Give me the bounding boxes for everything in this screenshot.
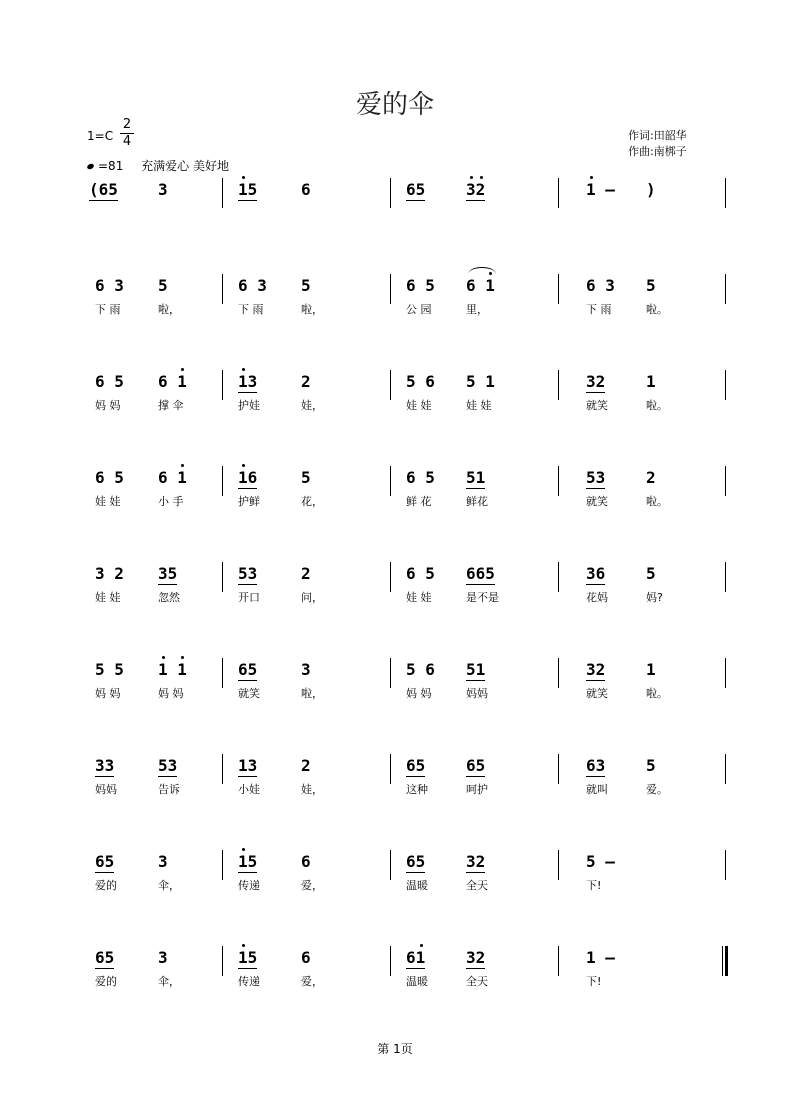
barline xyxy=(725,370,726,400)
time-signature xyxy=(120,118,134,149)
notes-beat-1: 32 xyxy=(586,660,606,679)
lyric-beat-1: 爱的 xyxy=(95,879,117,892)
key-signature: 1=C xyxy=(87,129,114,143)
notes-beat-2: 6 1 xyxy=(158,468,187,487)
notes-beat-1: 6 3 xyxy=(95,276,124,295)
lyric-beat-1: 护鲜 xyxy=(238,495,260,508)
notes-beat-2: 2 xyxy=(301,756,311,775)
credits xyxy=(628,128,687,160)
lyric-beat-2: 花， xyxy=(301,495,323,508)
barline xyxy=(390,658,391,688)
lyric-beat-2: 伞， xyxy=(158,879,180,892)
song-title: 爱的伞 xyxy=(355,90,434,120)
notes-beat-2: 5 xyxy=(646,276,656,295)
barline xyxy=(222,754,223,784)
barline xyxy=(390,562,391,592)
lyric-beat-2: 娃， xyxy=(301,783,323,796)
lyric-beat-1: 公 园 xyxy=(406,303,432,316)
barline xyxy=(390,946,391,976)
tempo-value: =81 xyxy=(98,159,124,173)
lyric-beat-2: 妈妈 xyxy=(466,687,488,700)
lyric-beat-1: 小娃 xyxy=(238,783,260,796)
notes-beat-1: 33 xyxy=(95,756,115,775)
lyric-beat-2: 忽然 xyxy=(158,591,180,604)
notes-beat-2: 6 1 xyxy=(158,372,187,391)
lyric-beat-1: 花妈 xyxy=(586,591,608,604)
notes-beat-1: 65 xyxy=(406,756,426,775)
barline xyxy=(558,850,559,880)
lyric-beat-2: 啦。 xyxy=(646,495,668,508)
final-barline xyxy=(725,946,728,976)
slur xyxy=(468,267,496,274)
barline xyxy=(558,562,559,592)
lyric-beat-2: 小 手 xyxy=(158,495,184,508)
lyric-beat-1: 妈 妈 xyxy=(95,399,121,412)
lyric-beat-1: 下! xyxy=(586,975,602,988)
notes-beat-1: 6 5 xyxy=(406,276,435,295)
notes-beat-1: 6 5 xyxy=(406,564,435,583)
lyric-beat-1: 娃 娃 xyxy=(406,399,432,412)
barline xyxy=(725,658,726,688)
octave-dot xyxy=(181,656,184,659)
lyric-beat-2: 啦。 xyxy=(646,687,668,700)
notes-beat-1: 13 xyxy=(238,372,258,391)
notes-beat-2: 2 xyxy=(301,372,311,391)
barline xyxy=(558,274,559,304)
lyric-beat-1: 下 雨 xyxy=(95,303,121,316)
notes-beat-1: 15 xyxy=(238,948,258,967)
lyric-beat-2: 爱， xyxy=(301,879,323,892)
notes-beat-2: 35 xyxy=(158,564,178,583)
notes-beat-1: 1 – xyxy=(586,948,615,967)
notes-beat-1: 65 xyxy=(238,660,258,679)
notes-beat-2: 53 xyxy=(158,756,178,775)
notes-beat-1: 61 xyxy=(406,948,426,967)
lyric-beat-2: 全天 xyxy=(466,975,488,988)
barline xyxy=(222,466,223,496)
lyric-beat-1: 妈 妈 xyxy=(95,687,121,700)
notes-beat-2: ) xyxy=(646,180,656,199)
lyric-beat-1: 传递 xyxy=(238,879,260,892)
notes-beat-1: 6 5 xyxy=(406,468,435,487)
lyric-beat-2: 撑 伞 xyxy=(158,399,184,412)
notes-beat-1: 6 5 xyxy=(95,468,124,487)
lyric-beat-2: 爱， xyxy=(301,975,323,988)
notes-beat-1: (65 xyxy=(89,180,118,199)
octave-dot xyxy=(242,464,245,467)
time-signature-bottom: 4 xyxy=(122,134,132,149)
lyric-beat-2: 啦。 xyxy=(646,303,668,316)
barline xyxy=(725,754,726,784)
notes-beat-2: 6 xyxy=(301,852,311,871)
barline xyxy=(390,850,391,880)
notes-beat-1: 13 xyxy=(238,756,258,775)
lyric-beat-2: 娃， xyxy=(301,399,323,412)
notes-beat-1: 15 xyxy=(238,852,258,871)
notes-beat-1: 65 xyxy=(95,948,115,967)
lyric-beat-1: 就笑 xyxy=(586,687,608,700)
lyric-beat-2: 妈? xyxy=(646,591,663,604)
octave-dot xyxy=(480,176,483,179)
notes-beat-2: 5 xyxy=(646,564,656,583)
barline xyxy=(222,850,223,880)
lyric-beat-2: 是不是 xyxy=(466,591,499,604)
composer: 作曲:南梆子 xyxy=(628,145,687,158)
lyric-beat-2: 问， xyxy=(301,591,323,604)
notes-beat-1: 5 – xyxy=(586,852,615,871)
notes-beat-2: 51 xyxy=(466,468,486,487)
lyric-beat-2: 爱。 xyxy=(646,783,668,796)
lyric-beat-2: 妈 妈 xyxy=(158,687,184,700)
notes-beat-2: 6 1 xyxy=(466,276,495,295)
lyric-beat-1: 下! xyxy=(586,879,602,892)
octave-dot xyxy=(242,944,245,947)
notes-beat-2: 3 xyxy=(158,948,168,967)
octave-dot xyxy=(181,464,184,467)
notes-beat-1: 65 xyxy=(95,852,115,871)
lyric-beat-1: 开口 xyxy=(238,591,260,604)
barline xyxy=(722,946,723,976)
lyric-beat-2: 娃 娃 xyxy=(466,399,492,412)
barline xyxy=(222,274,223,304)
lyric-beat-1: 娃 娃 xyxy=(95,495,121,508)
lyric-beat-1: 娃 娃 xyxy=(95,591,121,604)
notes-beat-1: 6 5 xyxy=(95,372,124,391)
lyric-beat-2: 全天 xyxy=(466,879,488,892)
lyric-beat-2: 呵护 xyxy=(466,783,488,796)
notes-beat-1: 53 xyxy=(238,564,258,583)
tempo-marking xyxy=(87,157,229,174)
octave-dot xyxy=(162,656,165,659)
lyric-beat-2: 告诉 xyxy=(158,783,180,796)
notes-beat-2: 5 1 xyxy=(466,372,495,391)
notes-beat-2: 51 xyxy=(466,660,486,679)
notes-beat-1: 15 xyxy=(238,180,258,199)
lyric-beat-2: 啦。 xyxy=(646,399,668,412)
notes-beat-2: 5 xyxy=(158,276,168,295)
page-number: 第 1页 xyxy=(377,1042,413,1056)
notes-beat-2: 1 xyxy=(646,372,656,391)
lyric-beat-2: 鲜花 xyxy=(466,495,488,508)
barline xyxy=(222,562,223,592)
octave-dot xyxy=(470,176,473,179)
quarter-note-icon xyxy=(86,163,94,170)
lyric-beat-2: 啦， xyxy=(301,303,323,316)
barline xyxy=(725,466,726,496)
notes-beat-1: 6 3 xyxy=(238,276,267,295)
barline xyxy=(558,946,559,976)
notes-beat-2: 2 xyxy=(301,564,311,583)
expression-text: 充满爱心 美好地 xyxy=(141,159,229,173)
barline xyxy=(558,370,559,400)
octave-dot xyxy=(242,368,245,371)
notes-beat-2: 665 xyxy=(466,564,495,583)
notes-beat-2: 1 xyxy=(646,660,656,679)
notes-beat-2: 6 xyxy=(301,180,311,199)
notes-beat-1: 36 xyxy=(586,564,606,583)
barline xyxy=(725,562,726,592)
notes-beat-2: 32 xyxy=(466,180,486,199)
barline xyxy=(222,946,223,976)
notes-beat-2: 65 xyxy=(466,756,486,775)
notes-beat-1: 1 – xyxy=(586,180,615,199)
lyric-beat-1: 下 雨 xyxy=(238,303,264,316)
notes-beat-1: 32 xyxy=(586,372,606,391)
barline xyxy=(390,178,391,208)
lyric-beat-1: 就笑 xyxy=(586,495,608,508)
lyric-beat-1: 就叫 xyxy=(586,783,608,796)
notes-beat-2: 2 xyxy=(646,468,656,487)
lyric-beat-1: 护娃 xyxy=(238,399,260,412)
notes-beat-1: 53 xyxy=(586,468,606,487)
lyric-beat-1: 妈 妈 xyxy=(406,687,432,700)
lyric-beat-1: 传递 xyxy=(238,975,260,988)
lyric-beat-1: 温暖 xyxy=(406,975,428,988)
octave-dot xyxy=(242,176,245,179)
barline xyxy=(725,850,726,880)
barline xyxy=(725,178,726,208)
notes-beat-1: 5 6 xyxy=(406,372,435,391)
barline xyxy=(390,466,391,496)
time-signature-top: 2 xyxy=(122,117,132,132)
lyric-beat-1: 爱的 xyxy=(95,975,117,988)
notes-beat-1: 5 6 xyxy=(406,660,435,679)
barline xyxy=(390,370,391,400)
barline xyxy=(390,754,391,784)
barline xyxy=(222,370,223,400)
lyric-beat-1: 就笑 xyxy=(586,399,608,412)
notes-beat-2: 1 1 xyxy=(158,660,187,679)
lyric-beat-1: 下 雨 xyxy=(586,303,612,316)
barline xyxy=(390,274,391,304)
octave-dot xyxy=(420,944,423,947)
notes-beat-1: 16 xyxy=(238,468,258,487)
barline xyxy=(558,754,559,784)
lyric-beat-1: 娃 娃 xyxy=(406,591,432,604)
lyric-beat-2: 啦， xyxy=(301,687,323,700)
octave-dot xyxy=(181,368,184,371)
notes-beat-2: 6 xyxy=(301,948,311,967)
barline xyxy=(222,658,223,688)
notes-beat-1: 63 xyxy=(586,756,606,775)
octave-dot xyxy=(242,848,245,851)
lyric-beat-1: 温暖 xyxy=(406,879,428,892)
lyric-beat-2: 伞， xyxy=(158,975,180,988)
notes-beat-2: 5 xyxy=(646,756,656,775)
notes-beat-1: 65 xyxy=(406,852,426,871)
notes-beat-2: 32 xyxy=(466,852,486,871)
lyric-beat-1: 鲜 花 xyxy=(406,495,432,508)
octave-dot xyxy=(590,176,593,179)
notes-beat-2: 3 xyxy=(301,660,311,679)
barline xyxy=(558,658,559,688)
lyric-beat-1: 就笑 xyxy=(238,687,260,700)
lyricist: 作词:田韶华 xyxy=(628,129,687,142)
barline xyxy=(725,274,726,304)
lyric-beat-2: 啦， xyxy=(158,303,180,316)
notes-beat-1: 5 5 xyxy=(95,660,124,679)
notes-beat-1: 3 2 xyxy=(95,564,124,583)
barline xyxy=(222,178,223,208)
lyric-beat-1: 妈妈 xyxy=(95,783,117,796)
notes-beat-1: 6 3 xyxy=(586,276,615,295)
notes-beat-2: 5 xyxy=(301,468,311,487)
notes-beat-2: 5 xyxy=(301,276,311,295)
notes-beat-2: 32 xyxy=(466,948,486,967)
notes-beat-1: 65 xyxy=(406,180,426,199)
notes-beat-2: 3 xyxy=(158,852,168,871)
notes-beat-2: 3 xyxy=(158,180,168,199)
barline xyxy=(558,466,559,496)
lyric-beat-1: 这种 xyxy=(406,783,428,796)
barline xyxy=(558,178,559,208)
lyric-beat-2: 里， xyxy=(466,303,488,316)
